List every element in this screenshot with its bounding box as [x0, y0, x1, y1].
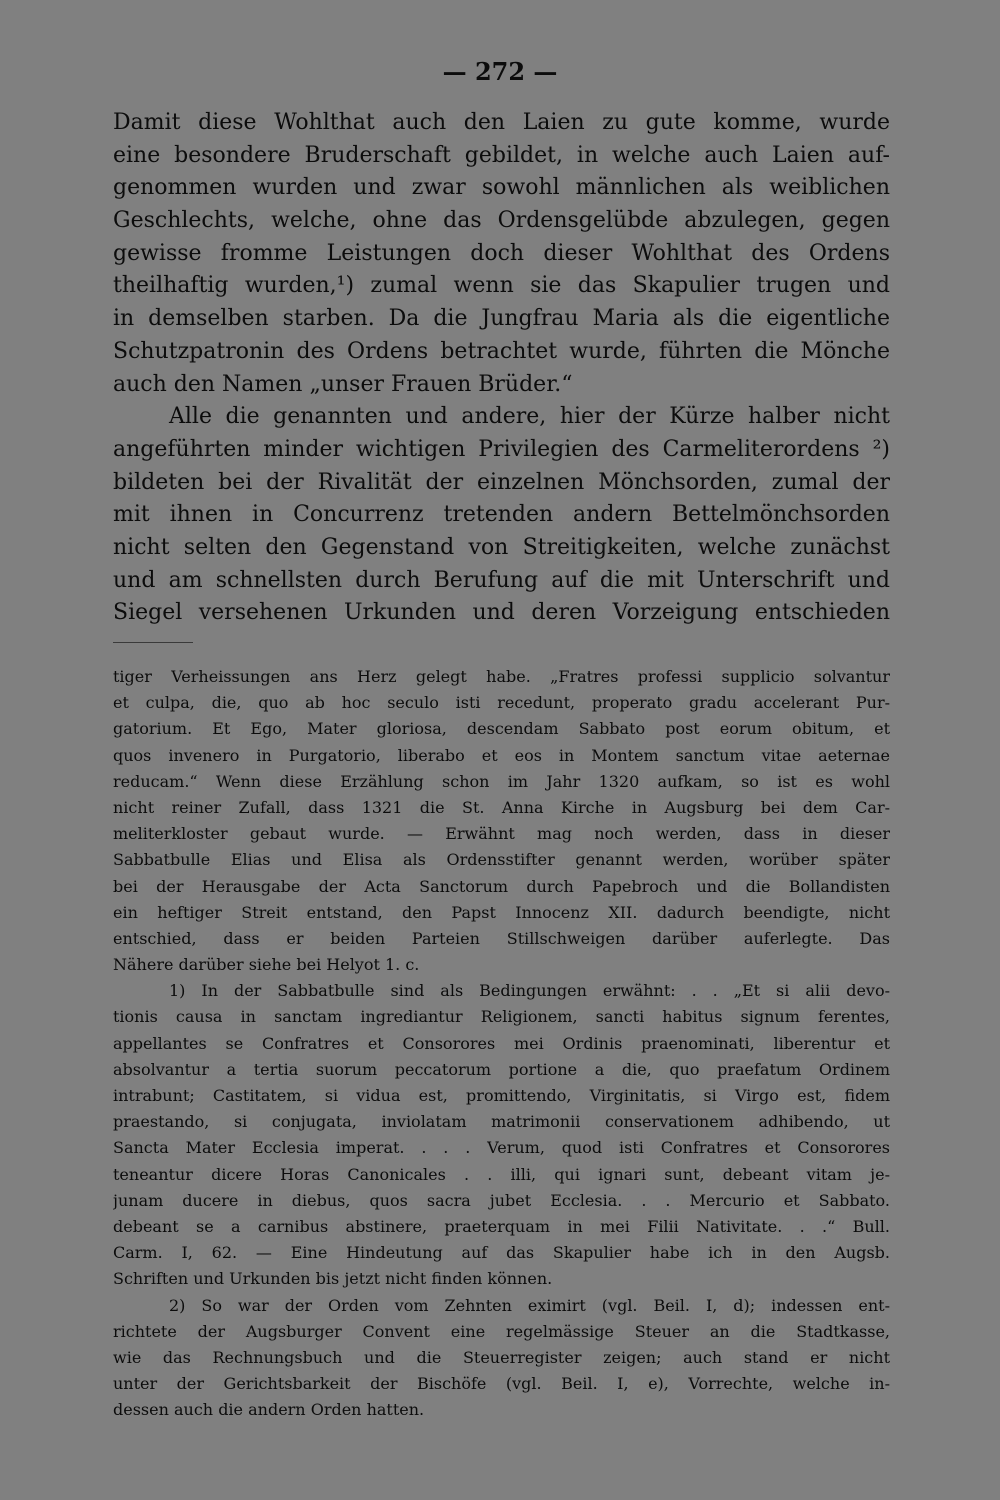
body-line: Geschlechts, welche, ohne das Ordensgelübde abzulegen, gegen — [113, 208, 890, 234]
footnote-line: unter der Gerichtsbarkeit der Bischöfe (vgl. Beil. I, e), Vorrechte, welche in- — [113, 1374, 890, 1394]
footnote-line: Sancta Mater Ecclesia imperat. . . . Verum, quod isti Confratres et Consorores — [113, 1138, 890, 1158]
footnote-line: Nähere darüber siehe bei Helyot 1. c. — [113, 955, 420, 975]
footnote-line: nicht reiner Zufall, dass 1321 die St. Anna Kirche in Augsburg bei dem Car- — [113, 797, 890, 817]
body-line: eine besondere Bruderschaft gebildet, in welche auch Laien auf- — [113, 142, 890, 168]
footnote-line: ein heftiger Streit entstand, den Papst Innocenz XII. dadurch beendigte, nicht — [113, 902, 890, 922]
footnote-line: intrabunt; Castitatem, si vidua est, promittendo, Virginitatis, si Virgo est, fidem — [113, 1086, 890, 1105]
footnote-line: wie das Rechnungsbuch und die Steuerregister zeigen; auch stand er nicht — [113, 1347, 890, 1367]
footnote-line: bei der Herausgabe der Acta Sanctorum durch Papebroch und die Bollandisten — [113, 876, 890, 896]
body-line: genommen wurden und zwar sowohl männlichen als weiblichen — [113, 175, 890, 201]
footnote-line: teneantur dicere Horas Canonicales . . illi, qui ignari sunt, debeant vitam je- — [113, 1164, 890, 1184]
footnote-line: junam ducere in diebus, quos sacra jubet Ecclesia. . . Mercurio et Sabbato. — [113, 1190, 890, 1210]
footnote-line: gatorium. Et Ego, Mater gloriosa, descendam Sabbato post eorum obitum, et — [113, 719, 890, 739]
body-line: mit ihnen in Concurrenz tretenden andern Bettelmönchsorden — [113, 502, 890, 528]
footnote-separator — [113, 642, 193, 643]
footnote-line: meliterkloster gebaut wurde. — Erwähnt mag noch werden, dass in dieser — [113, 824, 890, 844]
body-line: nicht selten den Gegenstand von Streitigkeiten, welche zunächst — [113, 534, 890, 560]
body-line: gewisse fromme Leistungen doch dieser Wohlthat des Ordens — [113, 240, 890, 266]
footnote-line: entschied, dass er beiden Parteien Stillschweigen darüber auferlegte. Das — [113, 928, 890, 948]
body-line: Schutzpatronin des Ordens betrachtet wurde, führten die Mönche — [113, 338, 890, 364]
footnote-line: debeant se a carnibus abstinere, praeterquam in mei Filii Nativitate. . .“ Bull. — [113, 1216, 890, 1236]
footnote-line: praestando, si conjugata, inviolatam matrimonii conservationem adhibendo, ut — [113, 1112, 890, 1132]
footnote-line: tiger Verheissungen ans Herz gelegt habe. „Fratres professi supplicio solvantur — [113, 667, 890, 686]
footnote-line: et culpa, die, quo ab hoc seculo isti recedunt, properato gradu accelerant Pur- — [113, 693, 890, 713]
body-line: Damit diese Wohlthat auch den Laien zu gute komme, wurde — [113, 110, 890, 135]
footnote-line: 2) So war der Orden vom Zehnten eximirt (vgl. Beil. I, d); indessen ent- — [169, 1295, 890, 1315]
body-line: bildeten bei der Rivalität der einzelnen Mönchsorden, zumal der — [113, 469, 890, 495]
footnote-line: tionis causa in sanctam ingrediantur Religionem, sancti habitus signum ferentes, — [113, 1007, 890, 1027]
body-line: Siegel versehenen Urkunden und deren Vorzeigung entschieden — [113, 600, 890, 626]
footnote-line: reducam.“ Wenn diese Erzählung schon im Jahr 1320 aufkam, so ist es wohl — [113, 771, 890, 791]
footnote-line: richtete der Augsburger Convent eine regelmässige Steuer an die Stadtkasse, — [113, 1321, 890, 1341]
footnote-line: appellantes se Confratres et Consorores mei Ordinis praenominati, liberentur et — [113, 1033, 890, 1053]
body-line: und am schnellsten durch Berufung auf die mit Unterschrift und — [113, 567, 890, 593]
footnotes — [113, 664, 890, 1423]
footnote-line: quos invenero in Purgatorio, liberabo et eos in Montem sanctum vitae aeternae — [113, 745, 890, 765]
body-line: angeführten minder wichtigen Privilegien des Carmeliterordens ²) — [113, 436, 890, 462]
footnote-line: Sabbatbulle Elias und Elisa als Ordensstifter genannt werden, worüber später — [113, 850, 890, 870]
body-text — [113, 107, 890, 630]
body-line: theilhaftig wurden,¹) zumal wenn sie das Skapulier trugen und — [113, 273, 890, 299]
footnote-line: 1) In der Sabbatbulle sind als Bedingungen erwähnt: . . „Et si alii devo- — [169, 981, 890, 1001]
body-line: Alle die genannten und andere, hier der Kürze halber nicht — [169, 404, 890, 430]
body-line: in demselben starben. Da die Jungfrau Maria als die eigentliche — [113, 306, 890, 332]
body-line: auch den Namen „unser Frauen Brüder.“ — [113, 371, 573, 397]
footnote-line: Carm. I, 62. — Eine Hindeutung auf das Skapulier habe ich in den Augsb. — [113, 1243, 890, 1263]
footnote-line: dessen auch die andern Orden hatten. — [113, 1400, 425, 1420]
page-number: — 272 — — [442, 57, 558, 86]
footnote-line: absolvantur a tertia suorum peccatorum portione a die, quo praefatum Ordinem — [113, 1059, 890, 1079]
footnote-line: Schriften und Urkunden bis jetzt nicht finden können. — [113, 1269, 553, 1289]
